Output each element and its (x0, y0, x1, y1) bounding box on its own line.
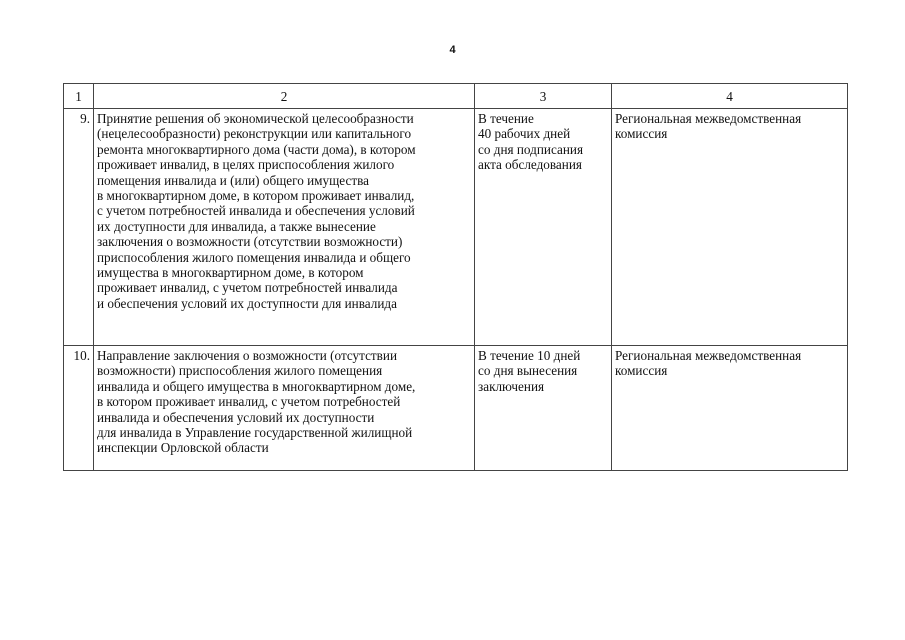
responsible-line: Региональная межведомственная (615, 111, 802, 126)
description-line: ремонта многоквартирного дома (части дома), в котором (97, 141, 416, 157)
description-line: (нецелесообразности) реконструкции или капитального (97, 126, 412, 142)
row-description (94, 346, 475, 471)
responsible-line: Региональная межведомственная (615, 348, 802, 363)
description-line: в многоквартирном доме, в котором проживает инвалид, (97, 188, 415, 204)
description-line: инспекции Орловской области (97, 440, 269, 456)
deadline-line: акта обследования (478, 157, 582, 173)
description-line: Принятие решения об экономической целесообразности (97, 111, 414, 126)
deadline-line: со дня подписания (478, 141, 584, 157)
table-row (64, 109, 848, 346)
description-line: и обеспечения условий их доступности для инвалида (97, 295, 397, 311)
description-line: в котором проживает инвалид, с учетом потребностей (97, 394, 401, 410)
column-header-2: 2 (94, 84, 475, 109)
description-line: возможности) приспособления жилого помещения (97, 363, 383, 379)
row-number: 10. (64, 346, 94, 471)
row-responsible (612, 109, 848, 346)
column-header-3: 3 (475, 84, 612, 109)
row-number: 9. (64, 109, 94, 346)
description-line: имущества в многоквартирном доме, в котором (97, 265, 364, 281)
deadline-line: В течение (478, 111, 534, 126)
responsible-line: комиссия (615, 126, 668, 142)
table-row (64, 346, 848, 471)
description-line: заключения о возможности (отсутствии возможности) (97, 234, 403, 250)
row-description (94, 109, 475, 346)
description-line: инвалида и обеспечения условий их доступности (97, 409, 375, 425)
page-number: 4 (449, 44, 456, 56)
description-line: проживает инвалид, с учетом потребностей инвалида (97, 280, 398, 296)
table-header-row (64, 84, 848, 109)
column-header-1: 1 (64, 84, 94, 109)
row-deadline (475, 346, 612, 471)
description-line: с учетом потребностей инвалида и обеспечения условий (97, 203, 415, 219)
responsible-line: комиссия (615, 363, 668, 379)
deadline-line: заключения (478, 378, 545, 394)
row-responsible (612, 346, 848, 471)
description-line: инвалида и общего имущества в многоквартирном доме, (97, 378, 416, 394)
deadline-line: со дня вынесения (478, 363, 578, 379)
description-line: проживает инвалид, в целях приспособления жилого (97, 157, 395, 173)
description-line: для инвалида в Управление государственной жилищной (97, 425, 413, 441)
description-line: Направление заключения о возможности (отсутствии (97, 348, 398, 363)
procedure-table (63, 83, 848, 471)
column-header-4: 4 (612, 84, 848, 109)
description-line: их доступности для инвалида, а также вынесение (97, 218, 376, 234)
deadline-line: 40 рабочих дней (478, 126, 571, 142)
description-line: приспособления жилого помещения инвалида и общего (97, 249, 411, 265)
description-line: помещения инвалида и (или) общего имущества (97, 172, 369, 188)
row-deadline (475, 109, 612, 346)
deadline-line: В течение 10 дней (478, 348, 581, 363)
